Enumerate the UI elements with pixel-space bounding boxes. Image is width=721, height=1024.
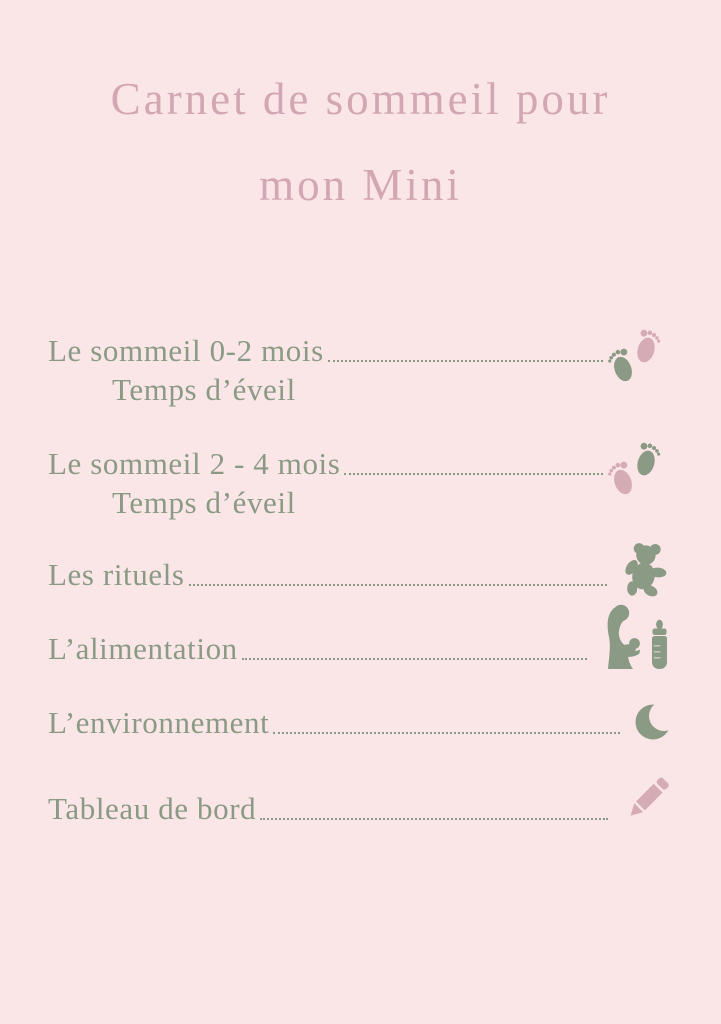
crescent-moon-icon <box>632 696 682 750</box>
page-title <box>0 56 721 228</box>
toc-entry-rituels <box>48 557 607 593</box>
page-title-line-2: mon Mini <box>259 160 462 210</box>
toc-entry-sommeil-0-2 <box>48 333 603 369</box>
toc-entry-label: Tableau de bord <box>48 791 257 826</box>
toc-entry-environnement <box>48 705 620 741</box>
dotted-leader <box>273 732 620 734</box>
dotted-leader <box>242 658 587 660</box>
toc-entry-label: Le sommeil 2 - 4 mois <box>48 446 341 481</box>
toc-entry-alimentation <box>48 631 587 667</box>
toc-entry-tableau-de-bord <box>48 791 608 827</box>
page-title-line-1: Carnet de sommeil pour <box>110 74 611 124</box>
baby-footprints-icon <box>603 436 667 506</box>
toc-entry-label: Les rituels <box>48 557 185 592</box>
toc-subentry-temps-eveil-2: Temps d’éveil <box>112 485 296 520</box>
dotted-leader <box>189 584 607 586</box>
toc-entry-label: L’alimentation <box>48 631 238 666</box>
breastfeeding-mother-and-bottle-icon <box>596 601 676 669</box>
pencil-icon <box>617 769 677 829</box>
dotted-leader <box>344 473 603 475</box>
dotted-leader <box>328 360 603 362</box>
toc-entry-sommeil-2-4 <box>48 446 603 482</box>
toc-entry-label: L’environnement <box>48 705 270 740</box>
toc-subentry-temps-eveil-1: Temps d’éveil <box>112 372 296 407</box>
toc-entry-label: Le sommeil 0-2 mois <box>48 333 324 368</box>
teddy-bear-icon <box>615 538 673 600</box>
baby-footprints-icon <box>603 323 667 393</box>
dotted-leader <box>260 818 608 820</box>
